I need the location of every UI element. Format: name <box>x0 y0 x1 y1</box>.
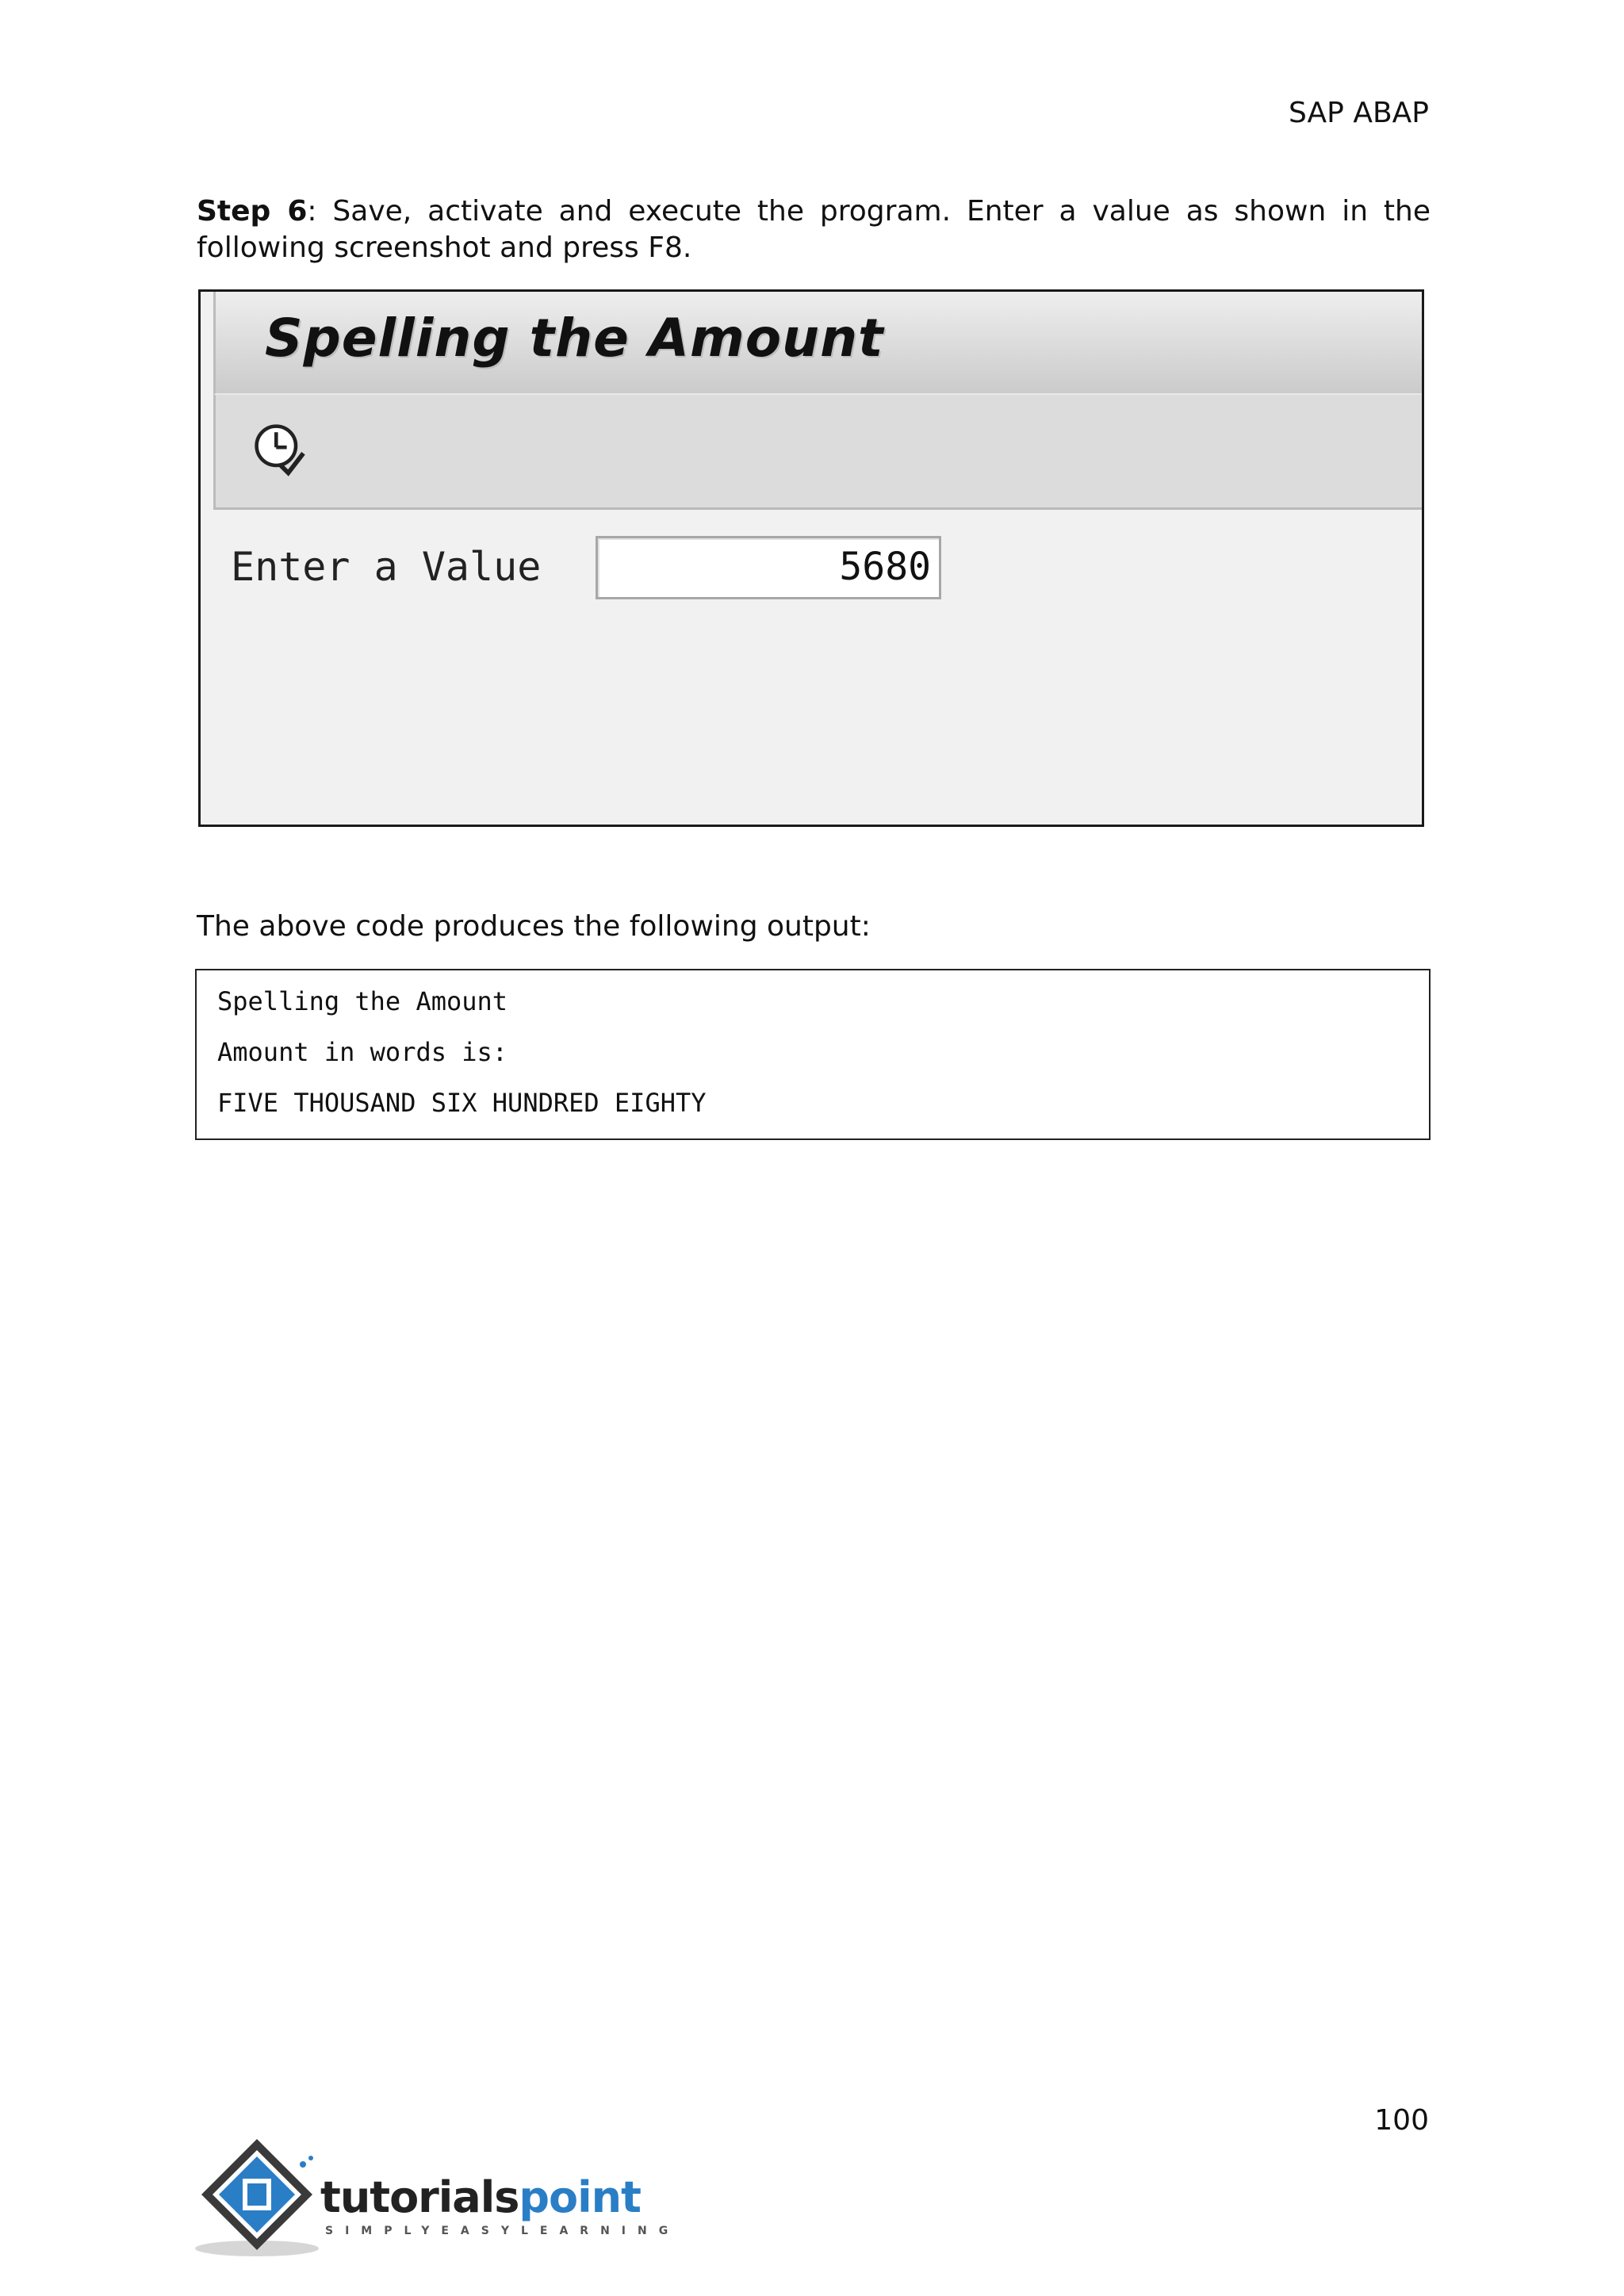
output-intro-text: The above code produces the following output: <box>197 910 871 943</box>
sap-title-bar <box>213 292 1422 395</box>
output-line: Amount in words is: <box>217 1037 508 1067</box>
amount-input[interactable]: 5680 <box>596 536 941 599</box>
output-line: Spelling the Amount <box>217 986 508 1016</box>
logo-tagline: SIMPLYEASYLEARNING <box>325 2225 680 2237</box>
step-label: Step 6 <box>197 195 308 228</box>
logo-diamond-icon <box>193 2133 328 2260</box>
logo-wordmark: tutorialspoint <box>320 2172 641 2222</box>
running-header: SAP ABAP <box>1289 97 1429 129</box>
output-box <box>195 969 1431 1140</box>
page-number: 100 <box>1374 2104 1429 2137</box>
step-paragraph <box>197 193 1431 266</box>
sap-screen-title: Spelling the Amount <box>265 308 884 369</box>
sap-selection-screen <box>198 289 1424 827</box>
sap-application-toolbar <box>213 395 1422 510</box>
execute-clock-icon[interactable] <box>251 420 311 480</box>
output-line: FIVE THOUSAND SIX HUNDRED EIGHTY <box>217 1088 707 1118</box>
step-text: : Save, activate and execute the program. Enter a value as shown in the following screenshot and press F8. <box>197 195 1431 264</box>
enter-value-label: Enter a Value <box>231 544 542 590</box>
tutorialspoint-logo <box>193 2133 680 2260</box>
